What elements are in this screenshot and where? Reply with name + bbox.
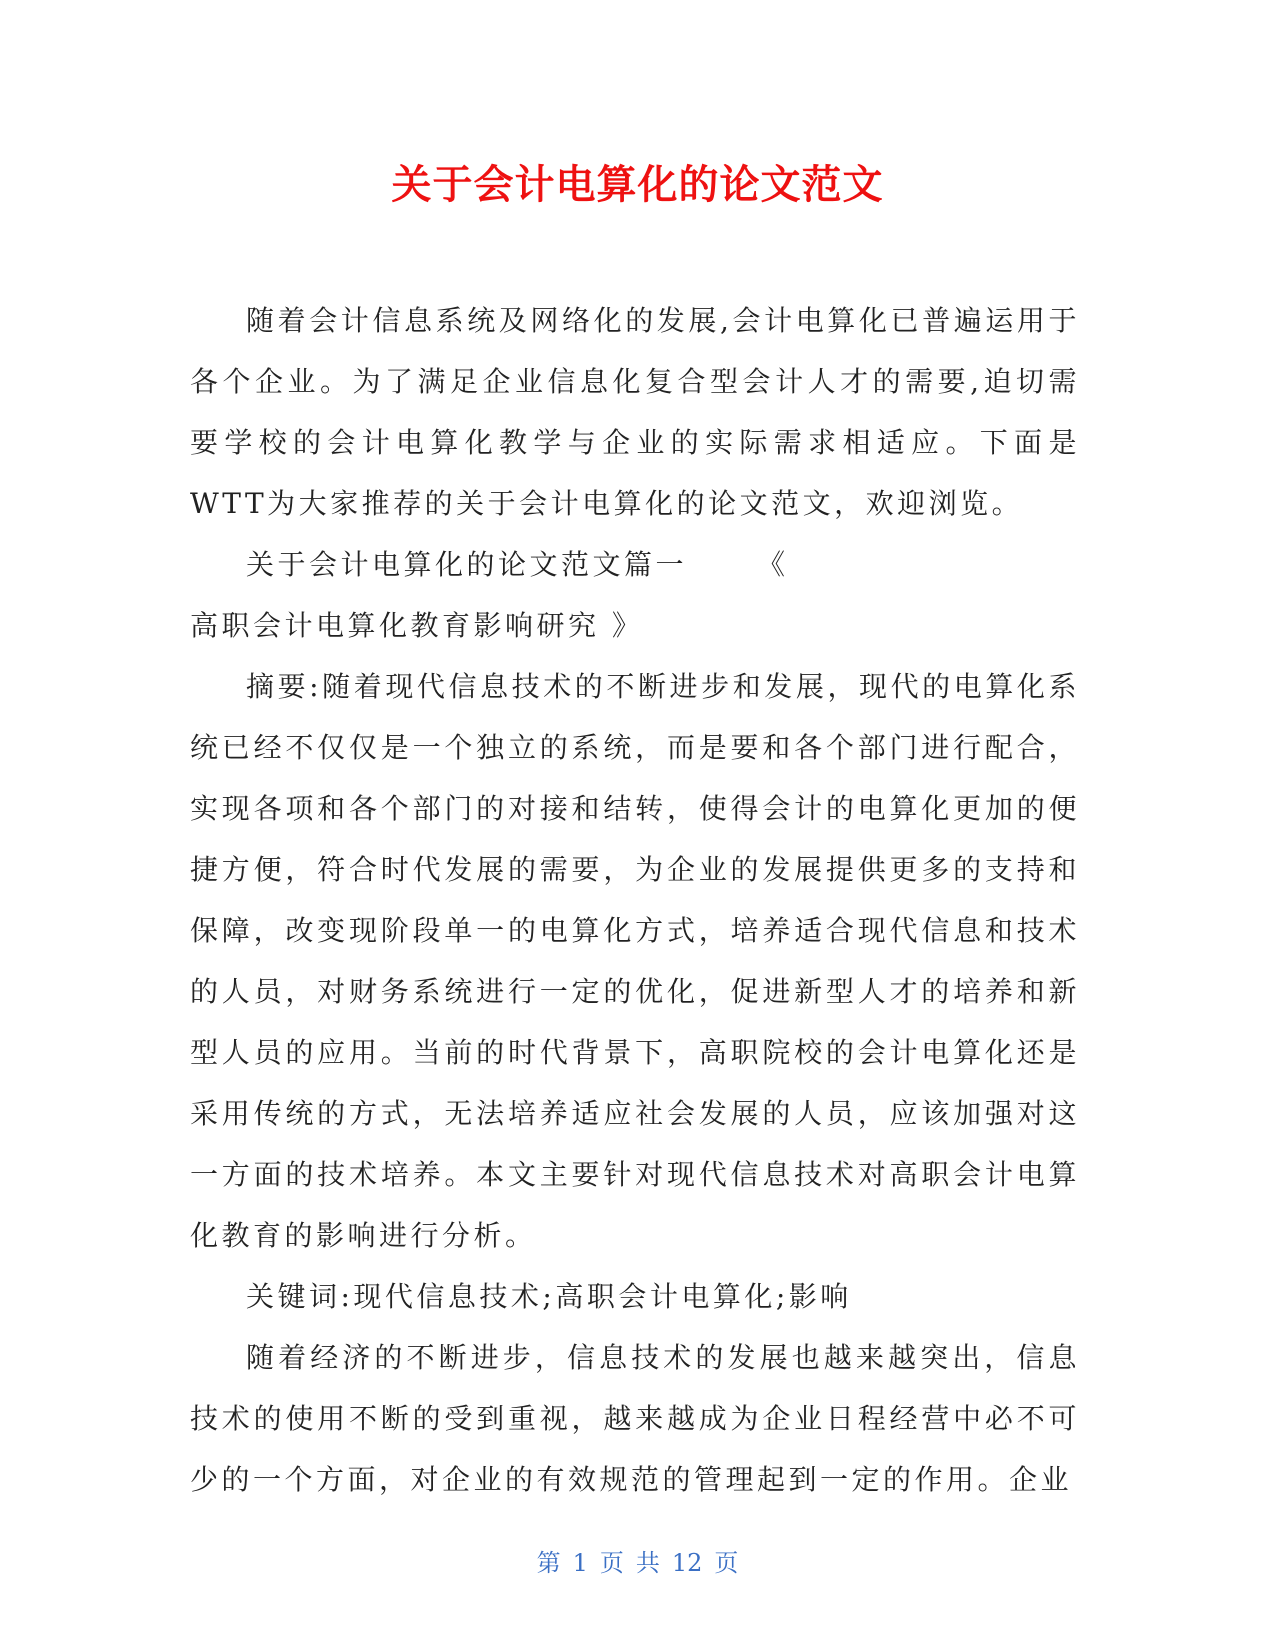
section-heading-prefix: 关于会计电算化的论文范文篇一: [246, 548, 688, 581]
keywords-paragraph: 关键词:现代信息技术;高职会计电算化;影响: [246, 1280, 852, 1313]
section-heading: [190, 534, 1080, 595]
body-paragraph: 随着经济的不断进步，信息技术的发展也越来越突出，信息技术的使用不断的受到重视，越来越成为企业日程经营中必不可少的一个方面，对企业的有效规范的管理起到一定的作用。企业: [190, 1341, 1080, 1496]
document-body: [190, 290, 1080, 1510]
intro-paragraph: 随着会计信息系统及网络化的发展,会计电算化已普遍运用于各个企业。为了满足企业信息化复合型会计人才的需要,迫切需要学校的会计电算化教学与企业的实际需求相适应。下面是WTT为大家推荐的关于会计电算化的论文范文，欢迎浏览。: [190, 304, 1080, 520]
footer-page-number: 1: [572, 1549, 588, 1577]
page-title: 关于会计电算化的论文范文: [391, 162, 884, 208]
abstract-paragraph: 摘要:随着现代信息技术的不断进步和发展，现代的电算化系统已经不仅仅是一个独立的系统，而是要和各个部门进行配合，实现各项和各个部门的对接和结转，使得会计的电算化更加的便捷方便，符合时代发展的需要，为企业的发展提供更多的支持和保障，改变现阶段单一的电算化方式，培养适合现代信息和技术的人员，对财务系统进行一定的优化，促进新型人才的培养和新型人员的应用。当前的时代背景下，高职院校的会计电算化还是采用传统的方式，无法培养适应社会发展的人员，应该加强对这一方面的技术培养。本文主要针对现代信息技术对高职会计电算化教育的影响进行分析。: [190, 670, 1080, 1252]
section-heading-title: 高职会计电算化教育影响研究 》: [190, 609, 644, 642]
section-heading-open-quote: 《: [757, 548, 789, 581]
footer-label-prefix: 第: [536, 1549, 561, 1577]
footer-total-pages: 12: [671, 1549, 703, 1577]
footer-label-suffix: 页: [714, 1549, 739, 1577]
page-footer: [0, 1548, 1275, 1578]
footer-label-total: 共: [635, 1549, 660, 1577]
footer-label-page: 页: [599, 1549, 624, 1577]
